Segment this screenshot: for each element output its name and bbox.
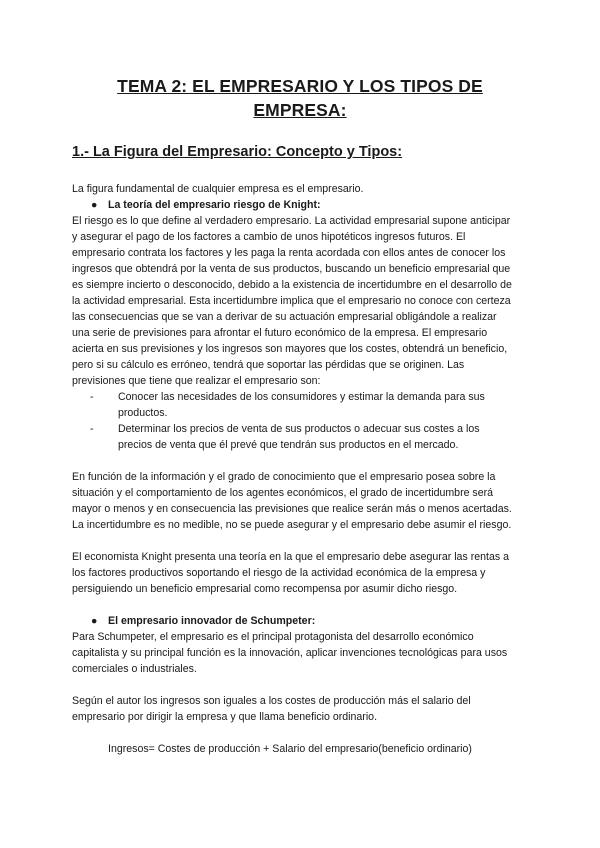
title-line-2: EMPRESA: [253, 100, 347, 120]
author-paragraph: Según el autor los ingresos son iguales a los costes de producción más el salario del empresario por dirigir la empresa y que llama beneficio ordinario. [72, 695, 471, 723]
bullet-schumpeter-label: El empresario innovador de Schumpeter: [108, 615, 316, 627]
bullet-knight-label: La teoría del empresario riesgo de Knight: [108, 199, 321, 211]
bullet-icon: ● [91, 199, 98, 211]
uncertainty-paragraph: La incertidumbre es no medible, no se puede asegurar y el empresario debe asumir el riesgo. [72, 519, 512, 531]
dash-icon: - [90, 423, 94, 435]
document-title [60, 74, 540, 122]
title-line-1: TEMA 2: EL EMPRESARIO Y LOS TIPOS DE [117, 76, 483, 96]
schumpeter-paragraph: Para Schumpeter, el empresario es el principal protagonista del desarrollo económico capitalista y su principal función es la innovación, aplicar invenciones tecnológicas para usos comerciales o industriales. [72, 631, 508, 675]
info-paragraph: En función de la información y el grado de conocimiento que el empresario posea sobre la situación y el comportamiento de los agentes económicos, el grado de incertidumbre será mayor o menos y en consecuencia las previsiones que realice serán más o menos acertadas. [72, 471, 512, 515]
formula: Ingresos= Costes de producción + Salario del empresario(beneficio ordinario) [108, 743, 472, 755]
intro-paragraph: La figura fundamental de cualquier empresa es el empresario. [72, 183, 364, 195]
dash-item-1 [72, 389, 512, 421]
section-heading: 1.- La Figura del Empresario: Concepto y Tipos: [72, 144, 403, 160]
document-body [72, 181, 512, 757]
bullet-icon: ● [91, 615, 98, 627]
bullet-schumpeter [72, 613, 512, 629]
dash-item-2 [72, 421, 512, 453]
dash-item-2-text: Determinar los precios de venta de sus productos o adecuar sus costes a los precios de venta que él prevé que tendrán sus productos en el mercado. [118, 423, 480, 451]
dash-icon: - [90, 391, 94, 403]
knight-paragraph: El riesgo es lo que define al verdadero empresario. La actividad empresarial supone anticipar y asegurar el pago de los factores a cambio de unos hipotéticos ingresos futuros. El empresario contrata los factores y les paga la renta acordada con ellos antes de conocer los ingresos que obtendrá por la venta de sus productos, buscando un beneficio empresarial que es siempre incierto o desconocido, debido a la existencia de incertidumbre en el desarrollo de la actividad empresarial. Esta incertidumbre implica que el empresario no conoce con certeza las consecuencias que se van a derivar de su actuación empresarial obligándole a realizar una serie de previsiones para afrontar el futuro económico de la empresa. El empresario acierta en sus previsiones y los ingresos son mayores que los costes, obtendrá un beneficio, pero si su cálculo es erróneo, tendrá que soportar las pérdidas que se originen. Las previsiones que tiene que realizar el empresario son: [72, 215, 512, 387]
dash-item-1-text: Conocer las necesidades de los consumidores y estimar la demanda para sus productos. [118, 391, 485, 419]
knight-theory-paragraph: El economista Knight presenta una teoría en la que el empresario debe asegurar las rentas a los factores productivos soportando el riesgo de la actividad económica de la empresa y persiguiendo un beneficio empresarial como recompensa por asumir dicho riesgo. [72, 551, 509, 595]
bullet-knight [72, 197, 512, 213]
